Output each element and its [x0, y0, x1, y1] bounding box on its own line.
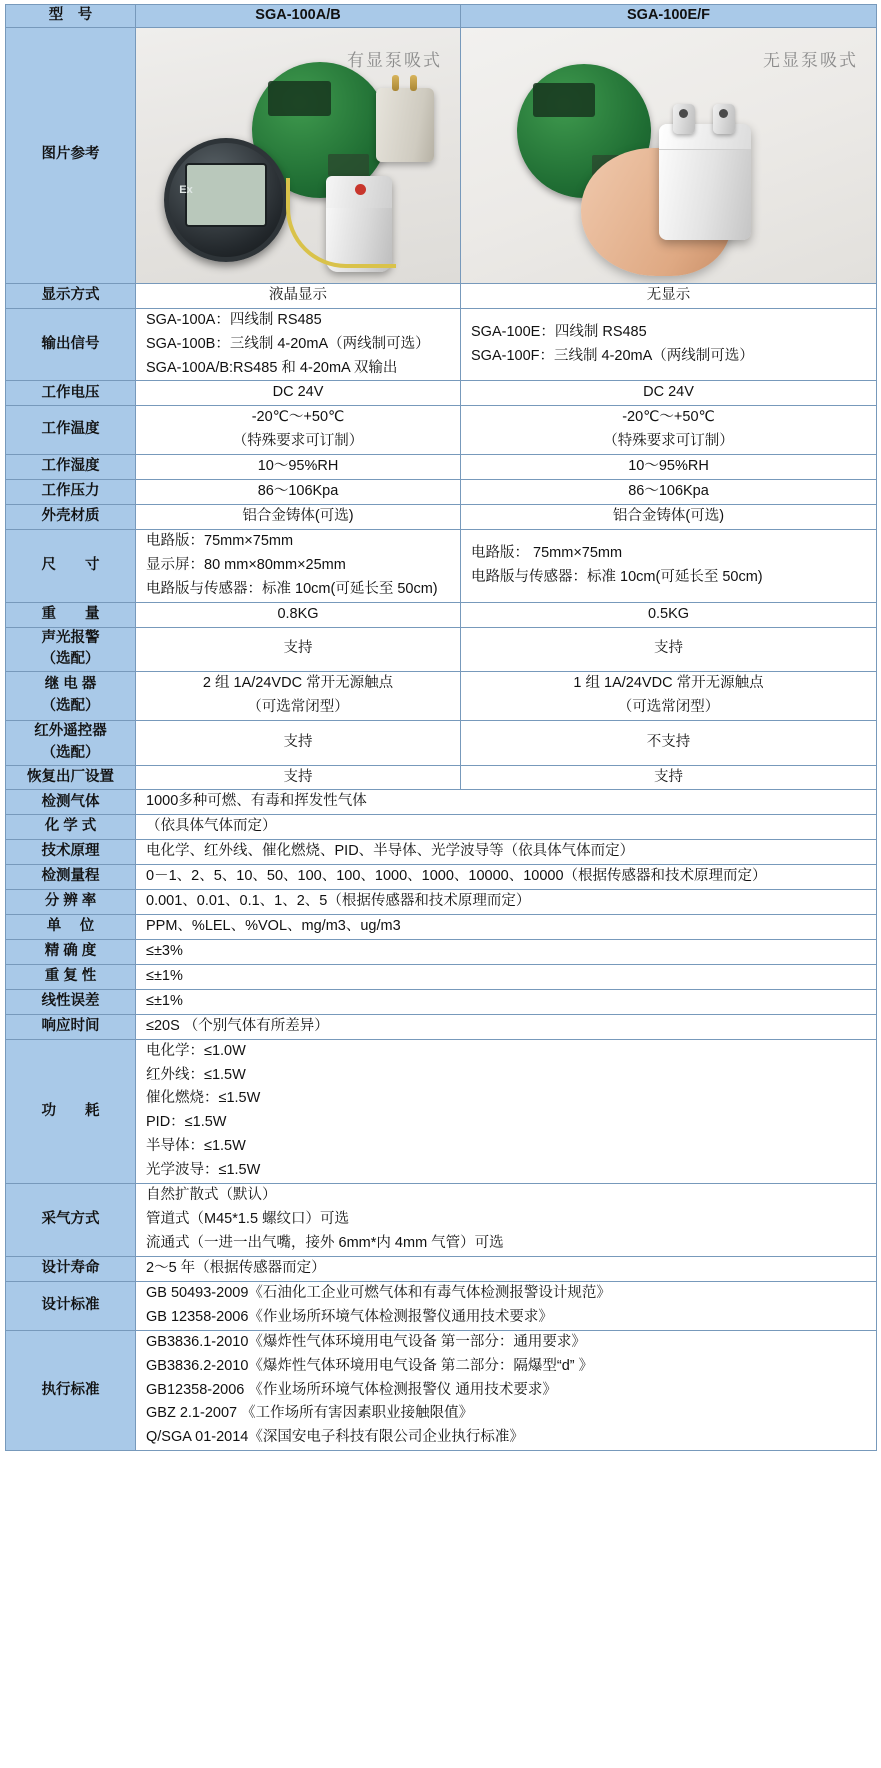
row-label: 重 复 性 [6, 964, 136, 989]
product-photo-ab-cell [136, 27, 461, 283]
cell-line: 铝合金铸体(可选) [242, 508, 354, 525]
cell-b [461, 505, 877, 530]
cell-full [136, 1281, 877, 1330]
cell-line: 铝合金铸体(可选) [612, 508, 725, 525]
cell-line: SGA-100A/B:RS485 和 4-20mA 双输出 [146, 359, 398, 376]
cell-full [136, 865, 877, 890]
cell-line: GB 50493-2009《石油化工企业可燃气体和有毒气体检测报警设计规范》 [146, 1284, 611, 1301]
cell-a [136, 721, 461, 766]
table-row [6, 1256, 877, 1281]
pump-housing-icon [659, 124, 751, 240]
cell-b [461, 406, 877, 455]
table-row [6, 381, 877, 406]
cell-line: 支持 [283, 733, 313, 750]
cell-line: 0.5KG [647, 605, 690, 622]
cell-line: 1 组 1A/24VDC 常开无源触点 [573, 675, 764, 692]
gas-nozzle-icon [713, 104, 735, 134]
cell-line: -20℃～+50℃ [251, 409, 345, 426]
row-label: 显示方式 [6, 283, 136, 308]
cell-a [136, 765, 461, 790]
gauge-ex-mark: Ex [179, 183, 193, 196]
cell-b [461, 529, 877, 602]
cell-line: 显示屏：80 mm×80mm×25mm [146, 556, 346, 573]
table-row [6, 964, 877, 989]
row-label: 输出信号 [6, 308, 136, 381]
cell-b [461, 765, 877, 790]
cell-line: ≤20S （个别气体有所差异） [146, 1017, 329, 1034]
cell-a [136, 480, 461, 505]
table-row [6, 1184, 877, 1257]
row-label: 设计标准 [6, 1281, 136, 1330]
cell-line: 支持 [654, 640, 683, 657]
row-label: 工作温度 [6, 406, 136, 455]
cell-line: DC 24V [643, 384, 694, 401]
brass-sensor-icon [376, 88, 434, 162]
cell-full [136, 1014, 877, 1039]
table-row [6, 790, 877, 815]
table-row [6, 1039, 877, 1184]
table-row [6, 1330, 877, 1451]
table-row [6, 529, 877, 602]
cell-line: ≤±1% [146, 992, 183, 1009]
table-row [6, 989, 877, 1014]
table-row [6, 602, 877, 627]
table-row [6, 815, 877, 840]
row-label: 精 确 度 [6, 939, 136, 964]
cell-line: 2 组 1A/24VDC 常开无源触点 [202, 675, 394, 692]
table-row [6, 480, 877, 505]
row-label: 外壳材质 [6, 505, 136, 530]
row-label: 执行标准 [6, 1330, 136, 1451]
row-label: 检测量程 [6, 865, 136, 890]
cell-line: Q/SGA 01-2014《深国安电子科技有限公司企业执行标准》 [146, 1429, 524, 1446]
cell-line: （可选常闭型） [617, 699, 720, 716]
cell-line: 红外线：≤1.5W [146, 1066, 246, 1083]
cell-line: SGA-100E：四线制 RS485 [471, 323, 647, 340]
gauge-screen [185, 163, 267, 227]
cell-a [136, 308, 461, 381]
cell-b [461, 480, 877, 505]
cell-line: PPM、%LEL、%VOL、mg/m3、ug/m3 [146, 918, 401, 935]
cell-line: 2～5 年（根据传感器而定） [146, 1259, 326, 1276]
cell-line: 0.001、0.01、0.1、1、2、5（根据传感器和技术原理而定） [146, 893, 531, 910]
cell-line: 1000多种可燃、有毒和挥发性气体 [146, 793, 367, 810]
row-label: 线性误差 [6, 989, 136, 1014]
cell-a [136, 505, 461, 530]
column-header-model-ab: SGA-100A/B [136, 5, 461, 28]
row-label: 声光报警 （选配） [6, 627, 136, 672]
cell-line: SGA-100B：三线制 4-20mA（两线制可选） [146, 335, 430, 352]
cell-line: 电路版： 75mm×75mm [471, 544, 623, 561]
row-label: 工作湿度 [6, 455, 136, 480]
cell-full [136, 1184, 877, 1257]
cell-line: 催化燃烧：≤1.5W [146, 1090, 261, 1107]
cell-line: 支持 [283, 768, 313, 785]
table-row [6, 865, 877, 890]
table-row [6, 455, 877, 480]
cell-line: 86～106Kpa [628, 483, 709, 500]
cell-line: GB3836.1-2010《爆炸性气体环境用电气设备 第一部分：通用要求》 [146, 1333, 586, 1350]
cell-a [136, 602, 461, 627]
cell-line: 10～95%RH [628, 458, 709, 475]
table-row [6, 1014, 877, 1039]
cell-line: ≤±1% [146, 967, 183, 984]
cell-line: GBZ 2.1-2007 《工作场所有害因素职业接触限值》 [146, 1405, 474, 1422]
table-row [6, 1281, 877, 1330]
table-row [6, 721, 877, 766]
cell-line: 电路版：75mm×75mm [146, 532, 294, 549]
table-row [6, 915, 877, 940]
display-gauge-icon [164, 138, 288, 262]
cell-line: 电路版与传感器：标准 10cm(可延长至 50cm) [471, 568, 763, 585]
table-row-image-reference [6, 27, 877, 283]
row-label: 工作电压 [6, 381, 136, 406]
cell-a [136, 529, 461, 602]
cell-full [136, 964, 877, 989]
table-row [6, 939, 877, 964]
cell-line: PID：≤1.5W [146, 1114, 227, 1131]
cell-line: 86～106Kpa [257, 483, 339, 500]
cell-line: 不支持 [646, 733, 691, 750]
cable-wire [286, 178, 396, 268]
product-photo-ef-cell [461, 27, 877, 283]
cell-line: GB3836.2-2010《爆炸性气体环境用电气设备 第二部分：隔爆型“d” 》 [146, 1357, 594, 1374]
table-row [6, 308, 877, 381]
cell-full [136, 890, 877, 915]
table-row [6, 505, 877, 530]
cell-line: 电化学、红外线、催化燃烧、PID、半导体、光学波导等（依具体气体而定） [146, 843, 635, 860]
cell-full [136, 989, 877, 1014]
cell-line: 电化学：≤1.0W [146, 1042, 246, 1059]
row-label: 功 耗 [6, 1039, 136, 1184]
cell-a [136, 283, 461, 308]
cell-b [461, 627, 877, 672]
cell-line: 无显示 [646, 286, 691, 303]
row-label-image-reference: 图片参考 [6, 27, 136, 283]
table-row [6, 672, 877, 721]
row-label: 恢复出厂设置 [6, 765, 136, 790]
table-row [6, 627, 877, 672]
cell-line: -20℃～+50℃ [622, 409, 715, 426]
cell-line: GB12358-2006 《作业场所环境气体检测报警仪 通用技术要求》 [146, 1381, 557, 1398]
cell-line: 管道式（M45*1.5 螺纹口）可选 [146, 1211, 350, 1228]
row-label: 尺 寸 [6, 529, 136, 602]
cell-a [136, 381, 461, 406]
row-label: 红外遥控器 （选配） [6, 721, 136, 766]
cell-a [136, 627, 461, 672]
product-photo-ab [136, 28, 460, 283]
column-header-model-ef: SGA-100E/F [461, 5, 877, 28]
cell-b [461, 721, 877, 766]
row-label-sub: （选配） [41, 651, 100, 668]
cell-full [136, 1330, 877, 1451]
cell-line: （特殊要求可订制） [232, 433, 364, 450]
row-label: 重 量 [6, 602, 136, 627]
table-row [6, 840, 877, 865]
row-label: 单 位 [6, 915, 136, 940]
table-row [6, 890, 877, 915]
cell-b [461, 672, 877, 721]
cell-full [136, 915, 877, 940]
cell-b [461, 602, 877, 627]
cell-line: 电路版与传感器：标准 10cm(可延长至 50cm) [146, 580, 438, 597]
row-label: 响应时间 [6, 1014, 136, 1039]
cell-a [136, 455, 461, 480]
cell-a [136, 672, 461, 721]
cell-line: DC 24V [272, 384, 324, 401]
cell-line: 半导体：≤1.5W [146, 1138, 246, 1155]
cell-line: （特殊要求可订制） [603, 433, 734, 450]
cell-line: 0.8KG [277, 605, 319, 622]
cell-line: 10～95%RH [257, 458, 339, 475]
cell-line: （可选常闭型） [247, 699, 349, 716]
row-label: 继 电 器 （选配） [6, 672, 136, 721]
row-label: 检测气体 [6, 790, 136, 815]
photo-caption-ef: 无显泵吸式 [763, 50, 858, 70]
cell-b [461, 381, 877, 406]
table-row [6, 283, 877, 308]
cell-full [136, 1256, 877, 1281]
cell-line: SGA-100A：四线制 RS485 [146, 311, 322, 328]
cell-b [461, 308, 877, 381]
cell-line: GB 12358-2006《作业场所环境气体检测报警仪通用技术要求》 [146, 1308, 553, 1325]
gas-nozzle-icon [673, 104, 695, 134]
table-row [6, 406, 877, 455]
row-label-sub: （选配） [41, 698, 100, 715]
row-label: 设计寿命 [6, 1256, 136, 1281]
cell-full [136, 815, 877, 840]
product-photo-ef [461, 28, 876, 283]
cell-line: SGA-100F：三线制 4-20mA（两线制可选） [471, 347, 754, 364]
cell-line: 0－1、2、5、10、50、100、100、1000、1000、10000、10000（根据传感器和技术原理而定） [146, 868, 767, 885]
cell-full [136, 939, 877, 964]
cell-full [136, 840, 877, 865]
cell-full [136, 1039, 877, 1184]
product-spec-table [5, 4, 877, 1451]
table-row-model [6, 5, 877, 28]
row-label-model: 型 号 [6, 5, 136, 28]
cell-line: ≤±3% [146, 942, 183, 959]
cell-full [136, 790, 877, 815]
cell-line: 液晶显示 [269, 286, 327, 303]
cell-line: 流通式（一进一出气嘴，接外 6mm*内 4mm 气管）可选 [146, 1235, 504, 1252]
row-label: 采气方式 [6, 1184, 136, 1257]
row-label: 技术原理 [6, 840, 136, 865]
row-label: 化 学 式 [6, 815, 136, 840]
row-label-sub: （选配） [41, 744, 100, 761]
table-row [6, 765, 877, 790]
photo-caption-ab: 有显泵吸式 [347, 50, 442, 70]
cell-line: （依具体气体而定） [146, 818, 277, 835]
row-label: 分 辨 率 [6, 890, 136, 915]
cell-b [461, 283, 877, 308]
cell-line: 支持 [654, 768, 683, 785]
row-label: 工作压力 [6, 480, 136, 505]
cell-a [136, 406, 461, 455]
cell-line: 自然扩散式（默认） [146, 1187, 277, 1204]
cell-b [461, 455, 877, 480]
cell-line: 支持 [283, 640, 313, 657]
cell-line: 光学波导：≤1.5W [146, 1162, 261, 1179]
